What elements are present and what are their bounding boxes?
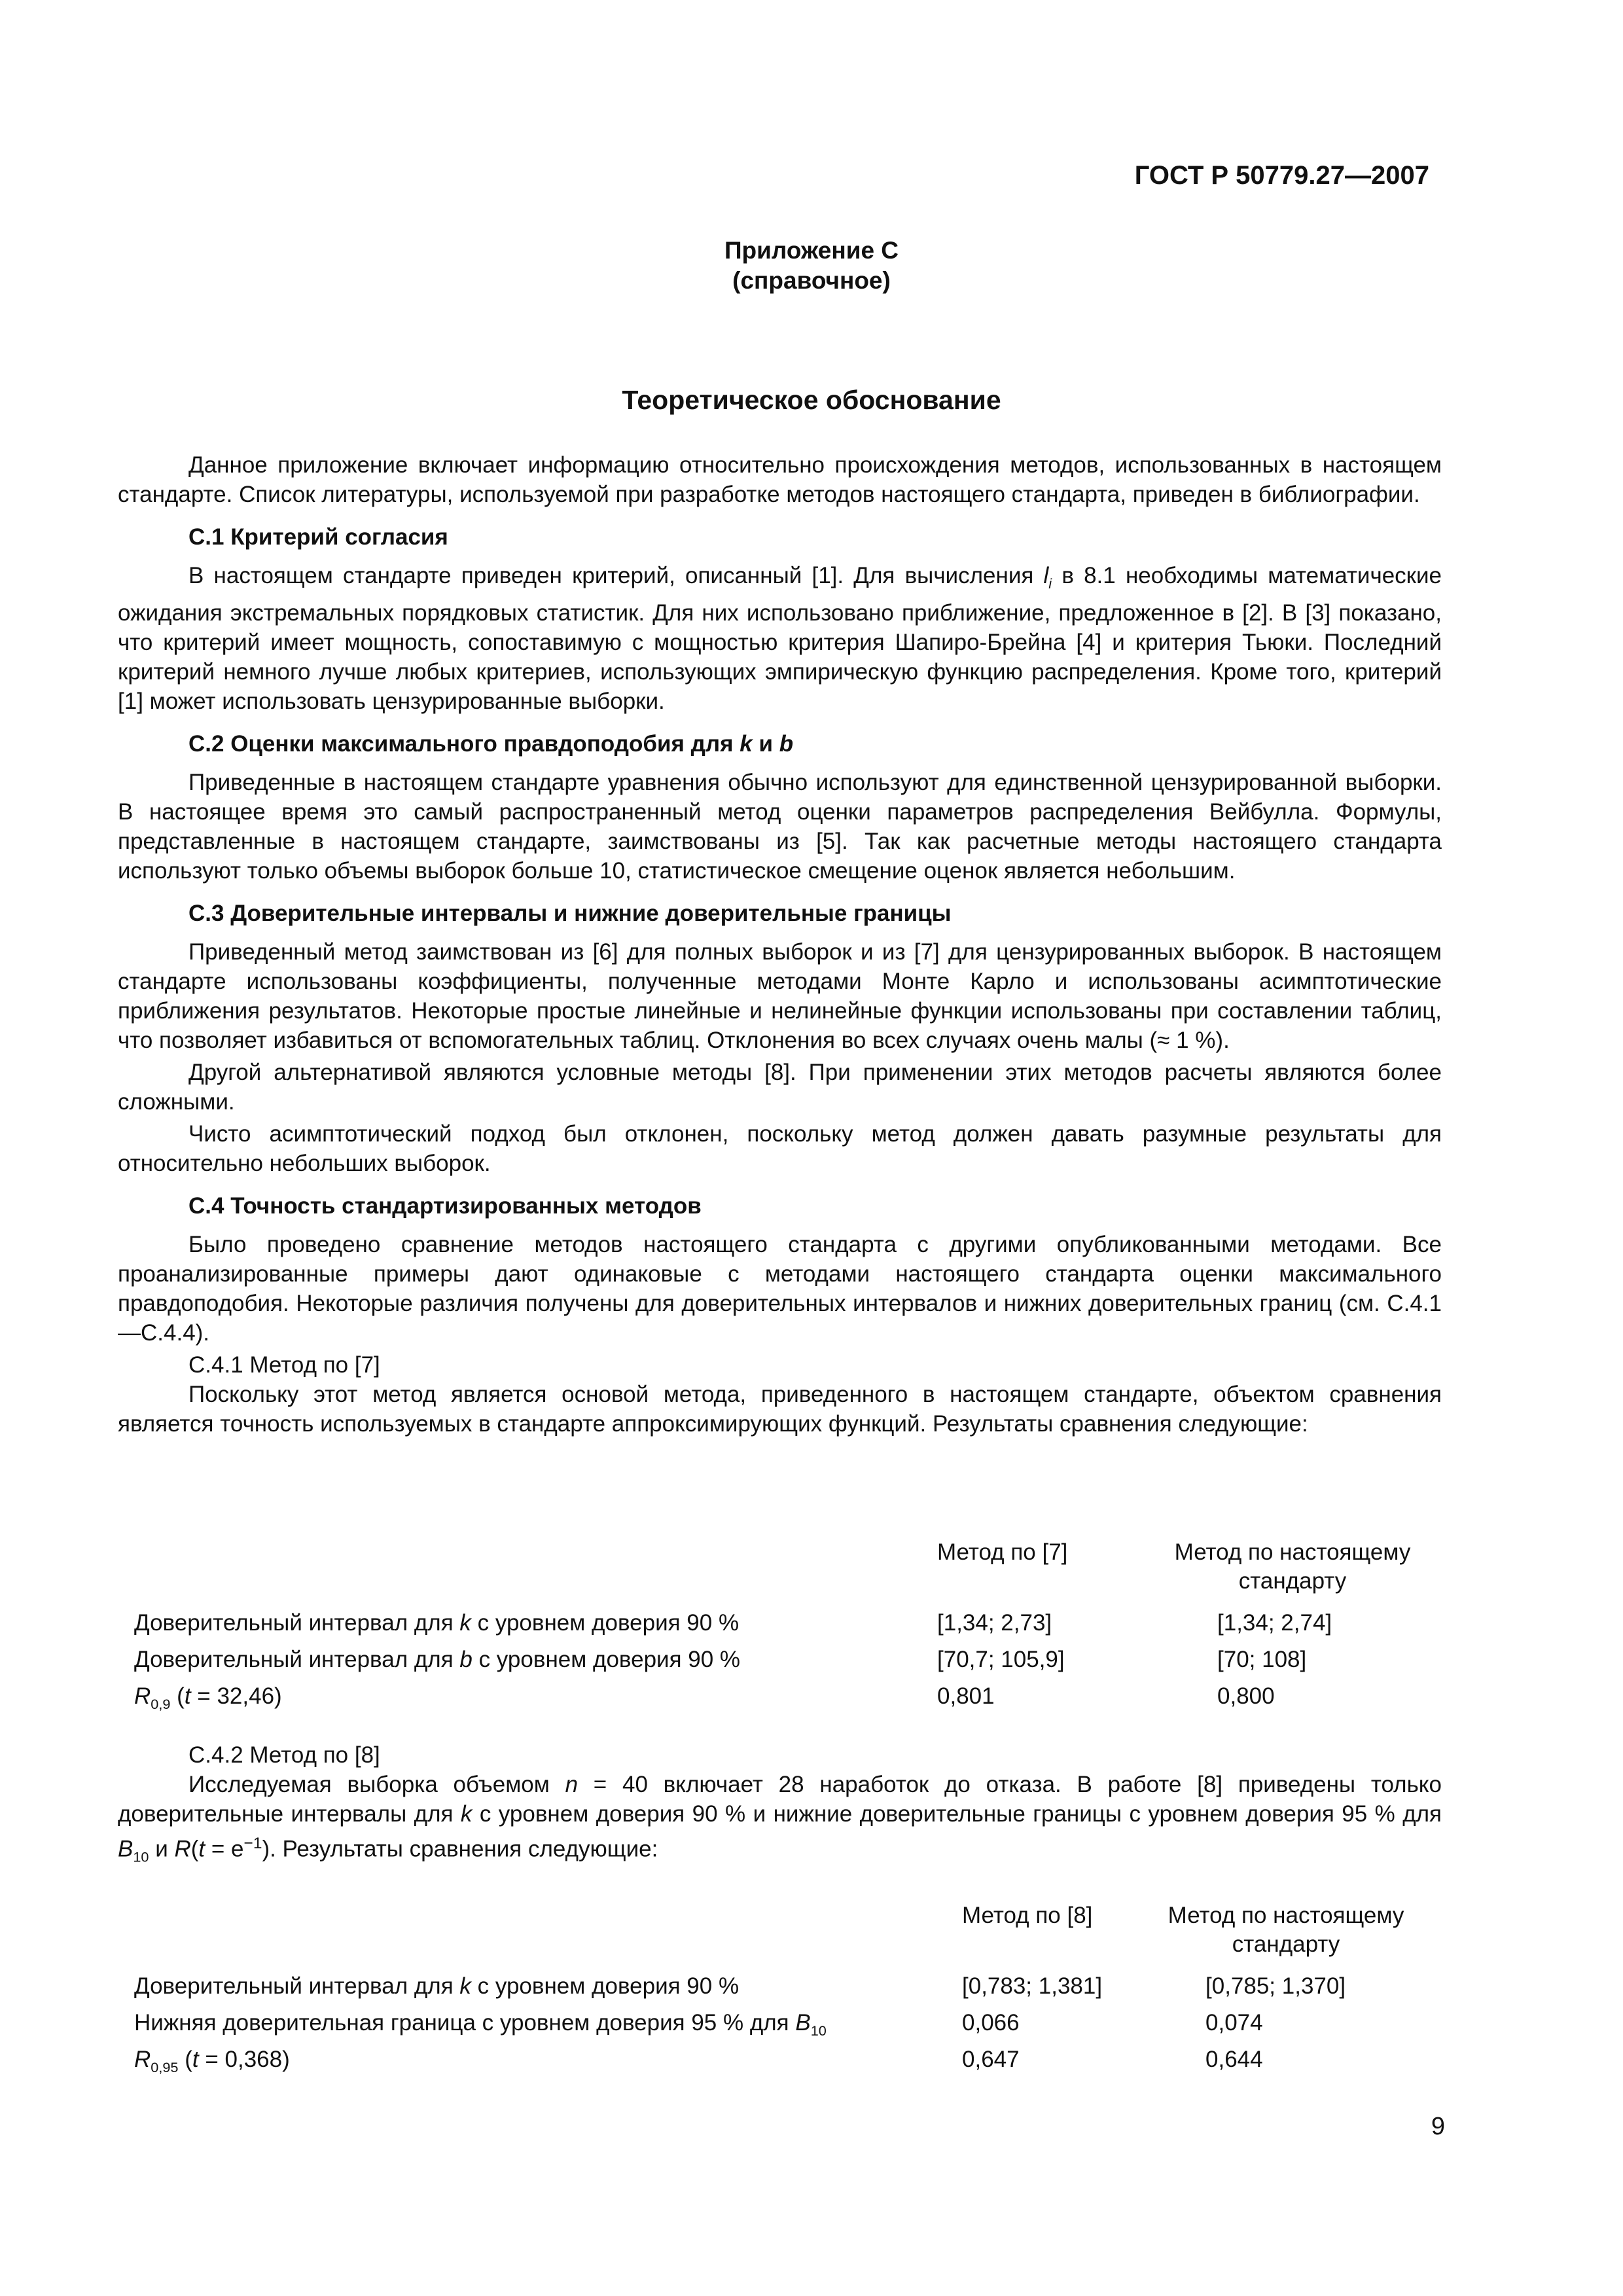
appendix-type: (справочное) <box>732 267 891 294</box>
row-label <box>134 1647 740 1673</box>
intro-paragraph: Данное приложение включает информацию относительно происхождения методов, использованных в настоящем стандарте. Список литературы, используемой при разработке методов настоящего стандарта, приведен в библиографии. <box>118 452 1442 507</box>
table2-col1-header: Метод по [8] <box>962 1903 1093 1928</box>
table-row <box>134 1647 1443 1683</box>
row-label <box>134 2047 290 2076</box>
row-var-r: R <box>134 1683 151 1709</box>
c42-heading: С.4.2 Метод по [8] <box>188 1742 380 1768</box>
c2-heading <box>118 729 1442 759</box>
row-value-standard: [70; 108] <box>1217 1647 1307 1672</box>
document-code: ГОСТ Р 50779.27—2007 <box>1134 161 1429 190</box>
row-value-method: [1,34; 2,73] <box>937 1610 1052 1636</box>
c42-text-g: ). Результаты сравнения следующие: <box>262 1836 658 1862</box>
c42-text-f: = e <box>205 1836 244 1862</box>
appendix-title <box>0 236 1623 296</box>
c42-text-d: и <box>149 1836 175 1862</box>
c2-heading-text: С.2 Оценки максимального правдоподобия для <box>188 731 740 757</box>
row-paren: ( <box>178 2047 192 2072</box>
table-row <box>134 1683 1443 1720</box>
table-row <box>134 1610 1443 1647</box>
row-var-t: t <box>192 2047 199 2072</box>
row-label <box>134 1683 282 1713</box>
c42-var-k: k <box>460 1801 473 1827</box>
c1-var-sub: i <box>1048 575 1052 592</box>
comparison-table-1 <box>134 1538 1443 1721</box>
row-value-standard: [0,785; 1,370] <box>1205 1973 1346 1999</box>
c1-heading: С.1 Критерий согласия <box>188 524 448 550</box>
row-value-standard: 0,800 <box>1217 1683 1275 1709</box>
row-label-text: Нижняя доверительная граница с уровнем доверия 95 % для <box>134 2010 796 2036</box>
row-var: k <box>459 1973 471 1999</box>
row-value-method: 0,801 <box>937 1683 995 1709</box>
row-label <box>134 1610 739 1636</box>
row-value-method: [0,783; 1,381] <box>962 1973 1103 1999</box>
c42-var-b-sub: 10 <box>133 1848 149 1865</box>
row-label-pre: Доверительный интервал для <box>134 1610 460 1636</box>
c42-text <box>118 1740 1442 1874</box>
c3-paragraph-2: Другой альтернативой являются условные методы [8]. При применении этих методов расчеты являются более сложными. <box>118 1060 1442 1115</box>
c1-paragraph <box>118 561 1442 716</box>
row-label-post: с уровнем доверия 90 % <box>471 1973 740 1999</box>
c42-text-b: = 40 включает 28 наработок до отказа. В работе [8] приведены только доверительные интервалы для <box>118 1772 1442 1827</box>
c42-paragraph <box>118 1770 1442 1872</box>
table2-col2-line2: стандарту <box>1232 1931 1340 1957</box>
body-text <box>118 450 1442 1445</box>
page-number: 9 <box>1431 2113 1445 2140</box>
row-var-r-sub: 0,9 <box>151 1696 171 1712</box>
row-value-method: 0,647 <box>962 2047 1020 2072</box>
c3-heading: С.3 Доверительные интервалы и нижние доверительные границы <box>188 901 952 926</box>
c3-paragraph-3: Чисто асимптотический подход был отклонен, поскольку метод должен давать разумные результаты для относительно небольших выборок. <box>118 1121 1442 1176</box>
table-row <box>134 2047 1443 2083</box>
table-row <box>134 2010 1443 2047</box>
c42-var-n: n <box>565 1772 579 1797</box>
row-var-sub: 10 <box>810 2022 827 2039</box>
row-value-standard: 0,644 <box>1205 2047 1263 2072</box>
row-value-standard: 0,074 <box>1205 2010 1263 2036</box>
row-value-standard: [1,34; 2,74] <box>1217 1610 1332 1636</box>
c4-paragraph: Было проведено сравнение методов настоящего стандарта с другими опубликованными методами. Все проанализированные примеры дают одинаковые с методами настоящего стандарта оценки максимального правдоподобия. Некоторые различия получены для доверительных интервалов и нижних доверительных границ (см. С.4.1—С.4.4). <box>118 1232 1442 1346</box>
row-label-pre: Доверительный интервал для <box>134 1973 460 1999</box>
row-label <box>134 1973 739 2000</box>
row-var-r-sub: 0,95 <box>151 2059 179 2075</box>
section-title: Теоретическое обоснование <box>622 385 1001 415</box>
row-var: k <box>459 1610 471 1636</box>
row-value-method: 0,066 <box>962 2010 1020 2036</box>
c2-heading-k: k <box>740 731 753 757</box>
c42-text-a: Исследуемая выборка объемом <box>188 1772 565 1797</box>
row-label-post: с уровнем доверия 90 % <box>472 1647 741 1672</box>
c41-paragraph: Поскольку этот метод является основой метода, приведенного в настоящем стандарте, объектом сравнения является точность используемых в стандарте аппроксимирующих функций. Результаты сравнения следующие: <box>118 1382 1442 1437</box>
table-row <box>134 1973 1443 2010</box>
c1-var-l: l <box>1043 563 1049 588</box>
row-label-pre: Доверительный интервал для <box>134 1647 460 1672</box>
c41-heading: С.4.1 Метод по [7] <box>188 1352 380 1378</box>
c42-sup: −1 <box>243 1835 262 1852</box>
table1-col2-line2: стандарту <box>1238 1568 1347 1594</box>
table1-col2-line1: Метод по настоящему <box>1174 1539 1411 1565</box>
c4-heading: С.4 Точность стандартизированных методов <box>188 1193 702 1219</box>
row-var: B <box>795 2010 811 2036</box>
row-label-post: с уровнем доверия 90 % <box>471 1610 740 1636</box>
row-var-r: R <box>134 2047 151 2072</box>
table2-col2-header <box>1155 1901 1417 1959</box>
row-var-t: t <box>184 1683 191 1709</box>
c3-paragraph-1: Приведенный метод заимствован из [6] для полных выборок и из [7] для цензурированных выборок. В настоящем стандарте использованы коэффициенты, полученные методами Монте Карло и использованы асимптотические приближения результатов. Некоторые простые линейные и нелинейные функции использованы при составлении таблиц, что позволяет избавиться от вспомогательных таблиц. Отклонения во всех случаях очень малы (≈ 1 %). <box>118 939 1442 1053</box>
c1-text-b: в 8.1 необходимы математические ожидания экстремальных порядковых статистик. Для них использовано приближение, предложенное в [2]. В [3] показано, что критерий имеет мощность, сопоставимую с мощностью критерия Шапиро-Брейна [4] и критерия Тьюки. Последний критерий немного лучше любых критериев, использующих эмпирическую функцию распределения. Кроме того, критерий [1] может использовать цензурированные выборки. <box>118 563 1442 714</box>
table1-col1-header: Метод по [7] <box>937 1539 1068 1565</box>
appendix-label: Приложение С <box>724 237 899 264</box>
table2-col2-line1: Метод по настоящему <box>1168 1903 1404 1928</box>
row-rest: = 32,46) <box>190 1683 282 1709</box>
c42-var-r: R <box>174 1836 191 1862</box>
row-paren: ( <box>170 1683 185 1709</box>
row-label <box>134 2010 827 2039</box>
c42-var-t: t <box>198 1836 205 1862</box>
row-rest: = 0,368) <box>198 2047 290 2072</box>
row-var: b <box>459 1647 473 1672</box>
c42-var-b: B <box>118 1836 134 1862</box>
row-value-method: [70,7; 105,9] <box>937 1647 1065 1672</box>
c2-heading-b: b <box>779 731 794 757</box>
comparison-table-2 <box>134 1901 1443 2085</box>
c42-text-e: ( <box>190 1836 199 1862</box>
table1-col2-header <box>1162 1538 1423 1596</box>
c2-paragraph: Приведенные в настоящем стандарте уравнения обычно используют для единственной цензурированной выборки. В настоящее время это самый распространенный метод оценки параметров распределения Вейбулла. Формулы, представленные в настоящем стандарте, заимствованы из [5]. Так как расчетные методы настоящего стандарта используют только объемы выборок больше 10, статистическое смещение оценок является небольшим. <box>118 770 1442 884</box>
c2-heading-and: и <box>752 731 779 757</box>
c42-text-c: с уровнем доверия 90 % и нижние доверительные границы с уровнем доверия 95 % для <box>472 1801 1442 1827</box>
c1-text-a: В настоящем стандарте приведен критерий, описанный [1]. Для вычисления <box>188 563 1044 588</box>
